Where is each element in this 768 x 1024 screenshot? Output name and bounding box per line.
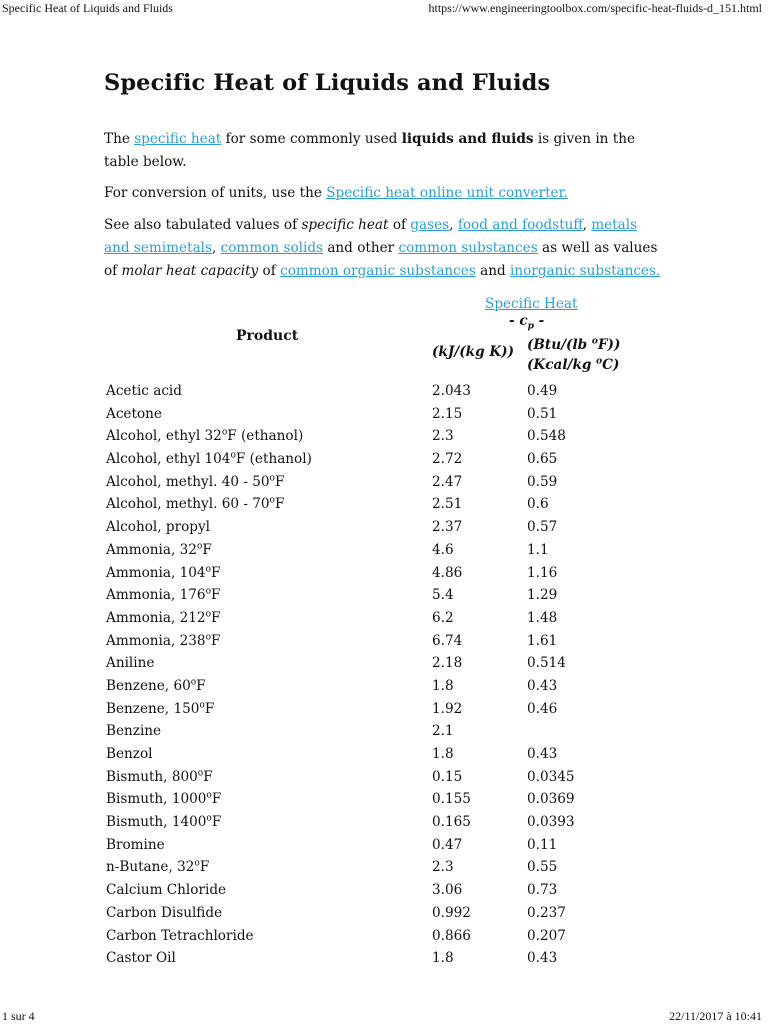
cell-product bbox=[106, 856, 209, 879]
unit-converter-link[interactable]: Specific heat online unit converter. bbox=[326, 185, 568, 201]
text: - c bbox=[509, 313, 528, 329]
cell-btu: 1.29 bbox=[527, 587, 558, 604]
cell-btu: 0.548 bbox=[527, 428, 566, 445]
cell-kj: 0.15 bbox=[432, 768, 463, 785]
degree-superscript: o bbox=[199, 700, 205, 711]
product-name: n-Butane, 32 bbox=[106, 859, 195, 876]
degree-superscript: o bbox=[230, 450, 236, 461]
text: - bbox=[533, 313, 545, 329]
product-name: Ammonia, 212 bbox=[106, 609, 206, 626]
cell-product bbox=[106, 834, 165, 857]
product-suffix: F bbox=[211, 564, 221, 581]
cell-kj: 6.74 bbox=[432, 632, 463, 649]
product-name: Ammonia, 238 bbox=[106, 632, 206, 649]
cell-btu: 0.65 bbox=[527, 451, 558, 468]
degree-superscript: o bbox=[206, 790, 212, 801]
cell-btu: 0.43 bbox=[527, 950, 558, 967]
product-name: Alcohol, ethyl 32 bbox=[106, 428, 222, 445]
cell-btu: 0.73 bbox=[527, 882, 558, 899]
product-suffix: F (ethanol) bbox=[227, 428, 304, 445]
product-name: Alcohol, methyl. 40 - 50 bbox=[106, 473, 270, 490]
table-row bbox=[104, 539, 664, 562]
specific-heat-header-link[interactable]: Specific Heat bbox=[485, 296, 578, 312]
print-footer bbox=[0, 1008, 768, 1024]
specific-heat-link[interactable]: specific heat bbox=[134, 131, 222, 147]
food-link[interactable]: food and foodstuff bbox=[457, 217, 583, 233]
cell-kj: 0.992 bbox=[432, 904, 471, 921]
cell-btu: 0.237 bbox=[527, 904, 566, 921]
table-row bbox=[104, 607, 664, 630]
cell-btu: 0.514 bbox=[527, 655, 566, 672]
degree-superscript: o bbox=[190, 677, 197, 688]
table-row bbox=[104, 630, 664, 653]
cell-kj: 4.6 bbox=[432, 541, 454, 558]
text: of bbox=[258, 263, 281, 279]
cell-btu: 1.61 bbox=[527, 632, 558, 649]
table-row bbox=[104, 471, 664, 494]
cell-product bbox=[106, 925, 254, 948]
text: , bbox=[211, 240, 221, 256]
product-name: Bismuth, 1000 bbox=[106, 791, 207, 808]
degree-superscript: o bbox=[196, 541, 203, 552]
text: as well as values of bbox=[104, 240, 658, 279]
product-name: Alcohol, ethyl 104 bbox=[106, 451, 231, 468]
product-name: Alcohol, methyl. 60 - 70 bbox=[106, 496, 270, 513]
cell-product bbox=[106, 652, 154, 675]
page-number: 1 sur 4 bbox=[2, 1009, 35, 1023]
text: (Btu/(lb bbox=[527, 337, 592, 353]
text: and other bbox=[323, 240, 399, 256]
cell-product bbox=[106, 720, 161, 743]
cell-product bbox=[106, 607, 220, 630]
table-row bbox=[104, 902, 664, 925]
cell-kj: 2.72 bbox=[432, 451, 463, 468]
product-suffix: F bbox=[211, 587, 221, 604]
cell-product bbox=[106, 403, 162, 426]
cell-kj: 0.866 bbox=[432, 927, 471, 944]
product-name: Benzene, 60 bbox=[106, 677, 191, 694]
cell-product bbox=[106, 584, 220, 607]
cell-kj: 2.18 bbox=[432, 655, 463, 672]
cell-kj: 2.51 bbox=[432, 496, 463, 513]
text: of bbox=[388, 217, 411, 233]
cell-btu: 1.48 bbox=[527, 609, 558, 626]
product-suffix: F bbox=[211, 791, 222, 808]
table-row bbox=[104, 380, 664, 403]
table-row bbox=[104, 879, 664, 902]
cell-btu: 0.43 bbox=[527, 677, 558, 694]
table-row bbox=[104, 652, 664, 675]
cell-product bbox=[106, 562, 220, 585]
product-suffix: F bbox=[203, 768, 213, 785]
cell-product bbox=[106, 448, 312, 471]
cell-btu: 0.6 bbox=[527, 496, 549, 513]
product-name: Bromine bbox=[106, 836, 165, 853]
table-row bbox=[104, 743, 664, 766]
print-header-url: https://www.engineeringtoolbox.com/specific-heat-fluids-d_151.html bbox=[428, 1, 762, 15]
product-suffix: F bbox=[204, 700, 215, 717]
conversion-paragraph bbox=[104, 182, 568, 205]
table-row bbox=[104, 788, 664, 811]
table-row bbox=[104, 811, 664, 834]
cell-product bbox=[106, 675, 206, 698]
header-cp bbox=[509, 313, 544, 332]
print-datetime: 22/11/2017 à 10:41 bbox=[669, 1009, 762, 1023]
text: The bbox=[104, 131, 135, 147]
cell-kj: 2.37 bbox=[432, 519, 463, 536]
table-row bbox=[104, 856, 664, 879]
cell-kj: 1.8 bbox=[432, 746, 454, 762]
cell-btu: 0.49 bbox=[527, 383, 558, 399]
see-also-paragraph bbox=[104, 214, 664, 283]
degree-superscript: o bbox=[194, 858, 200, 869]
cell-kj: 2.15 bbox=[432, 405, 463, 422]
cell-kj: 2.47 bbox=[432, 473, 463, 490]
product-suffix: F bbox=[199, 859, 210, 876]
cell-kj: 0.47 bbox=[432, 836, 463, 853]
text: , bbox=[582, 217, 592, 233]
degree-superscript: o bbox=[206, 813, 212, 824]
product-name: Benzol bbox=[106, 746, 153, 762]
table-row bbox=[104, 493, 664, 516]
table-row bbox=[104, 925, 664, 948]
cell-kj: 2.3 bbox=[432, 859, 454, 876]
cell-product bbox=[106, 902, 222, 925]
cell-product bbox=[106, 425, 303, 448]
cell-kj: 2.043 bbox=[432, 383, 471, 399]
table-row bbox=[104, 698, 664, 721]
cell-product bbox=[106, 698, 214, 721]
cell-btu: 0.11 bbox=[527, 836, 558, 853]
superscript: o bbox=[591, 336, 598, 347]
cell-kj: 2.1 bbox=[432, 723, 454, 740]
cell-product bbox=[106, 493, 284, 516]
text: , bbox=[449, 217, 458, 233]
product-suffix: F bbox=[211, 609, 221, 626]
table-row bbox=[104, 675, 664, 698]
print-header-title: Specific Heat of Liquids and Fluids bbox=[2, 1, 173, 15]
cell-btu: 1.1 bbox=[527, 541, 549, 558]
degree-superscript: o bbox=[205, 563, 211, 574]
product-name: Carbon Tetrachloride bbox=[106, 927, 254, 944]
product-name: Alcohol, propyl bbox=[106, 519, 211, 536]
intro-paragraph bbox=[104, 128, 664, 174]
table-row bbox=[104, 425, 664, 448]
header-kj: (kJ/(kg K)) bbox=[432, 344, 515, 360]
product-name: Bismuth, 1400 bbox=[106, 814, 207, 831]
product-name: Ammonia, 32 bbox=[106, 541, 197, 558]
cell-product bbox=[106, 766, 213, 789]
header-btu bbox=[527, 335, 620, 375]
text: and bbox=[475, 263, 511, 279]
cell-btu: 0.59 bbox=[527, 473, 558, 490]
product-name: Ammonia, 176 bbox=[106, 587, 206, 604]
cell-product bbox=[106, 788, 221, 811]
cell-kj: 0.155 bbox=[432, 791, 471, 808]
product-suffix: F bbox=[202, 541, 212, 558]
cell-product bbox=[106, 516, 210, 539]
italic-text: specific heat bbox=[301, 217, 389, 233]
cell-kj: 6.2 bbox=[432, 609, 454, 626]
text: for some commonly used bbox=[221, 131, 402, 147]
cell-kj: 5.4 bbox=[432, 587, 454, 604]
cell-product bbox=[106, 947, 176, 970]
degree-superscript: o bbox=[269, 495, 275, 506]
cell-btu: 0.55 bbox=[527, 859, 558, 876]
product-name: Carbon Disulfide bbox=[106, 904, 223, 921]
cell-product bbox=[106, 879, 226, 902]
table-row bbox=[104, 403, 664, 426]
cell-kj: 2.3 bbox=[432, 428, 454, 445]
text: is given in the table below. bbox=[104, 131, 636, 170]
degree-superscript: o bbox=[205, 632, 211, 643]
text: For conversion of units, use the bbox=[104, 185, 327, 201]
table-row bbox=[104, 562, 664, 585]
cell-product bbox=[106, 743, 152, 766]
cell-btu: 0.0345 bbox=[527, 768, 575, 785]
superscript: o bbox=[596, 356, 603, 367]
text: (Kcal/kg bbox=[527, 357, 597, 373]
cell-btu: 0.57 bbox=[527, 519, 558, 536]
text: See also tabulated values of bbox=[104, 217, 302, 233]
cell-product bbox=[106, 811, 221, 834]
product-name: Benzene, 150 bbox=[106, 700, 200, 717]
cell-kj: 1.92 bbox=[432, 700, 463, 717]
table-header bbox=[104, 296, 664, 376]
product-suffix: F bbox=[274, 496, 285, 513]
product-name: Acetic acid bbox=[106, 383, 182, 399]
degree-superscript: o bbox=[205, 586, 211, 597]
metals-link[interactable]: metals and semimetals bbox=[104, 217, 638, 256]
product-name: Calcium Chloride bbox=[106, 882, 227, 899]
cell-btu: 0.0369 bbox=[527, 791, 575, 808]
product-suffix: F bbox=[211, 632, 221, 649]
degree-superscript: o bbox=[221, 427, 228, 438]
cell-kj: 0.165 bbox=[432, 814, 471, 831]
cell-btu: 0.51 bbox=[527, 405, 558, 422]
cell-product bbox=[106, 380, 182, 403]
degree-superscript: o bbox=[205, 609, 211, 620]
table-body bbox=[104, 380, 664, 970]
product-name: Acetone bbox=[106, 405, 162, 422]
table-row bbox=[104, 834, 664, 857]
subscript: p bbox=[527, 321, 534, 332]
bold-text: liquids and fluids bbox=[401, 131, 534, 147]
cell-kj: 1.8 bbox=[432, 950, 454, 967]
cell-product bbox=[106, 471, 284, 494]
product-name: Aniline bbox=[106, 655, 155, 672]
table-row bbox=[104, 766, 664, 789]
cell-btu: 0.46 bbox=[527, 700, 558, 717]
degree-superscript: o bbox=[269, 473, 275, 484]
table-row bbox=[104, 516, 664, 539]
cell-kj: 3.06 bbox=[432, 882, 463, 899]
cell-product bbox=[106, 630, 220, 653]
table-row bbox=[104, 720, 664, 743]
table-row bbox=[104, 584, 664, 607]
cell-btu: 1.16 bbox=[527, 564, 558, 581]
organic-link[interactable]: common organic substances bbox=[280, 263, 476, 279]
cell-btu: 0.43 bbox=[527, 746, 558, 762]
text: F)) bbox=[597, 337, 621, 353]
product-name: Ammonia, 104 bbox=[106, 564, 206, 581]
page-title: Specific Heat of Liquids and Fluids bbox=[104, 70, 551, 96]
article bbox=[104, 70, 664, 967]
product-name: Benzine bbox=[106, 723, 162, 740]
cell-btu: 0.207 bbox=[527, 927, 566, 944]
print-header bbox=[0, 0, 768, 16]
inorganic-link[interactable]: inorganic substances. bbox=[510, 263, 661, 279]
product-name: Castor Oil bbox=[106, 950, 176, 967]
header-product: Product bbox=[236, 328, 299, 344]
text: C) bbox=[602, 357, 620, 373]
product-suffix: F bbox=[211, 814, 222, 831]
substances-link[interactable]: common substances bbox=[398, 240, 538, 256]
product-name: Bismuth, 800 bbox=[106, 768, 198, 785]
table-row bbox=[104, 947, 664, 970]
italic-text: molar heat capacity bbox=[121, 263, 259, 279]
solids-link[interactable]: common solids bbox=[220, 240, 323, 256]
gases-link[interactable]: gases bbox=[410, 217, 450, 233]
product-suffix: F (ethanol) bbox=[235, 451, 312, 468]
degree-superscript: o bbox=[197, 768, 204, 779]
product-suffix: F bbox=[274, 473, 285, 490]
cell-kj: 4.86 bbox=[432, 564, 463, 581]
table-row bbox=[104, 448, 664, 471]
product-suffix: F bbox=[196, 677, 206, 694]
cell-kj: 1.8 bbox=[432, 677, 454, 694]
cell-btu: 0.0393 bbox=[527, 814, 575, 831]
cell-product bbox=[106, 539, 212, 562]
